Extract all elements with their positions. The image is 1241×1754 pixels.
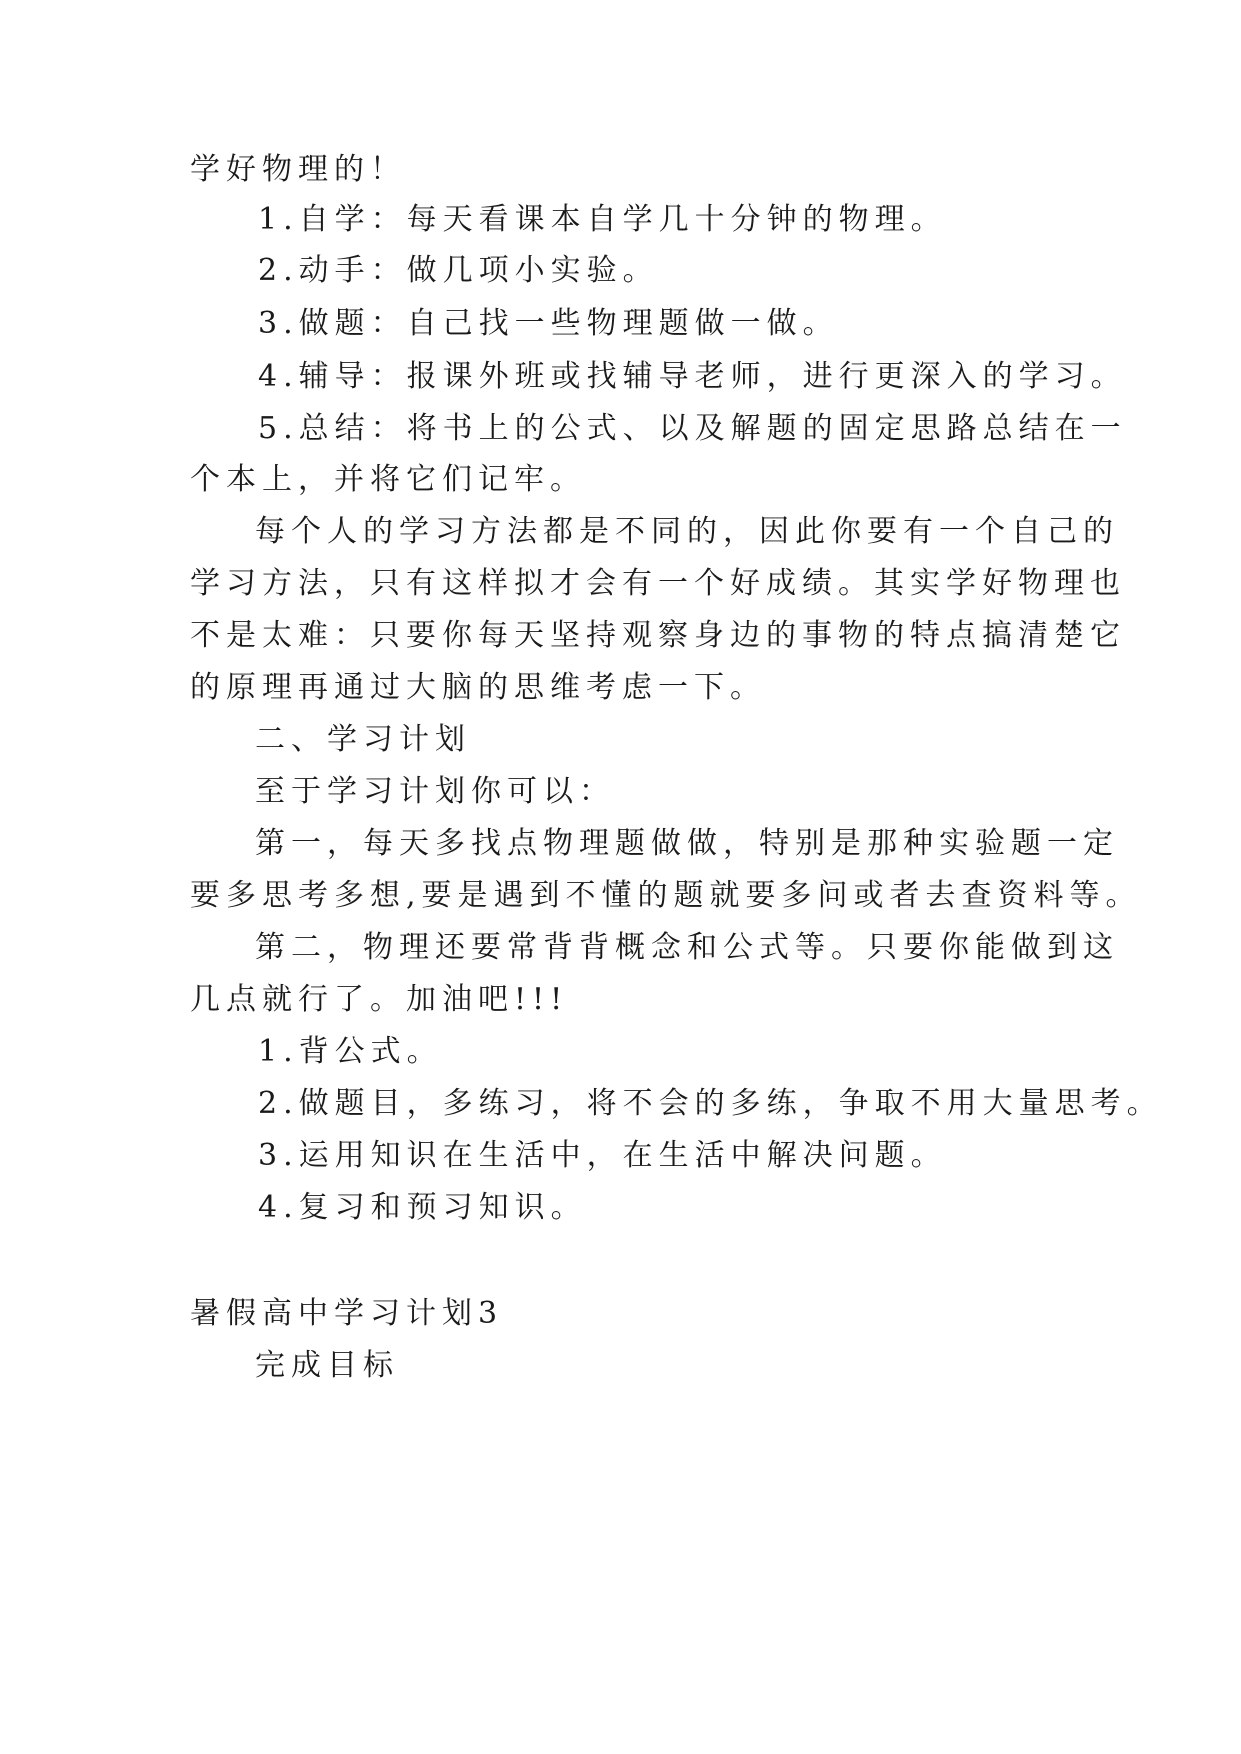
plan-second-line-1: 第二，物理还要常背背概念和公式等。只要你能做到这 xyxy=(255,930,1119,965)
plan-second-line-2: 几点就行了。加油吧!!! xyxy=(190,982,569,1017)
plan-item-2: 2.做题目，多练习，将不会的多练，争取不用大量思考。 xyxy=(258,1086,1163,1121)
method-item-5-continued: 个本上，并将它们记牢。 xyxy=(190,462,586,497)
plan-first-line-1: 第一，每天多找点物理题做做，特别是那种实验题一定 xyxy=(255,826,1119,861)
plan-item-1: 1.背公式。 xyxy=(258,1034,443,1069)
plan-item-4: 4.复习和预习知识。 xyxy=(258,1190,587,1225)
methods-paragraph-line-3: 不是太难：只要你每天坚持观察身边的事物的特点搞清楚它 xyxy=(190,618,1126,653)
next-section-subheading: 完成目标 xyxy=(255,1348,399,1383)
plan-item-3: 3.运用知识在生活中，在生活中解决问题。 xyxy=(258,1138,947,1173)
next-section-title: 暑假高中学习计划3 xyxy=(190,1296,504,1331)
method-item-2: 2.动手：做几项小实验。 xyxy=(258,253,659,288)
methods-paragraph-line-2: 学习方法，只有这样拟才会有一个好成绩。其实学好物理也 xyxy=(190,566,1126,601)
method-item-4: 4.辅导：报课外班或找辅导老师，进行更深入的学习。 xyxy=(258,359,1127,394)
plan-intro: 至于学习计划你可以： xyxy=(255,774,615,809)
methods-paragraph-line-4: 的原理再通过大脑的思维考虑一下。 xyxy=(190,670,766,705)
section-two-heading: 二、学习计划 xyxy=(255,722,471,757)
method-item-5: 5.总结：将书上的公式、以及解题的固定思路总结在一 xyxy=(258,411,1127,446)
intro-tail-line: 学好物理的！ xyxy=(190,152,406,187)
method-item-3: 3.做题：自己找一些物理题做一做。 xyxy=(258,306,839,341)
method-item-1: 1.自学：每天看课本自学几十分钟的物理。 xyxy=(258,202,947,237)
methods-paragraph-line-1: 每个人的学习方法都是不同的，因此你要有一个自己的 xyxy=(255,514,1119,549)
plan-first-line-2: 要多思考多想,要是遇到不懂的题就要多问或者去查资料等。 xyxy=(190,878,1142,913)
